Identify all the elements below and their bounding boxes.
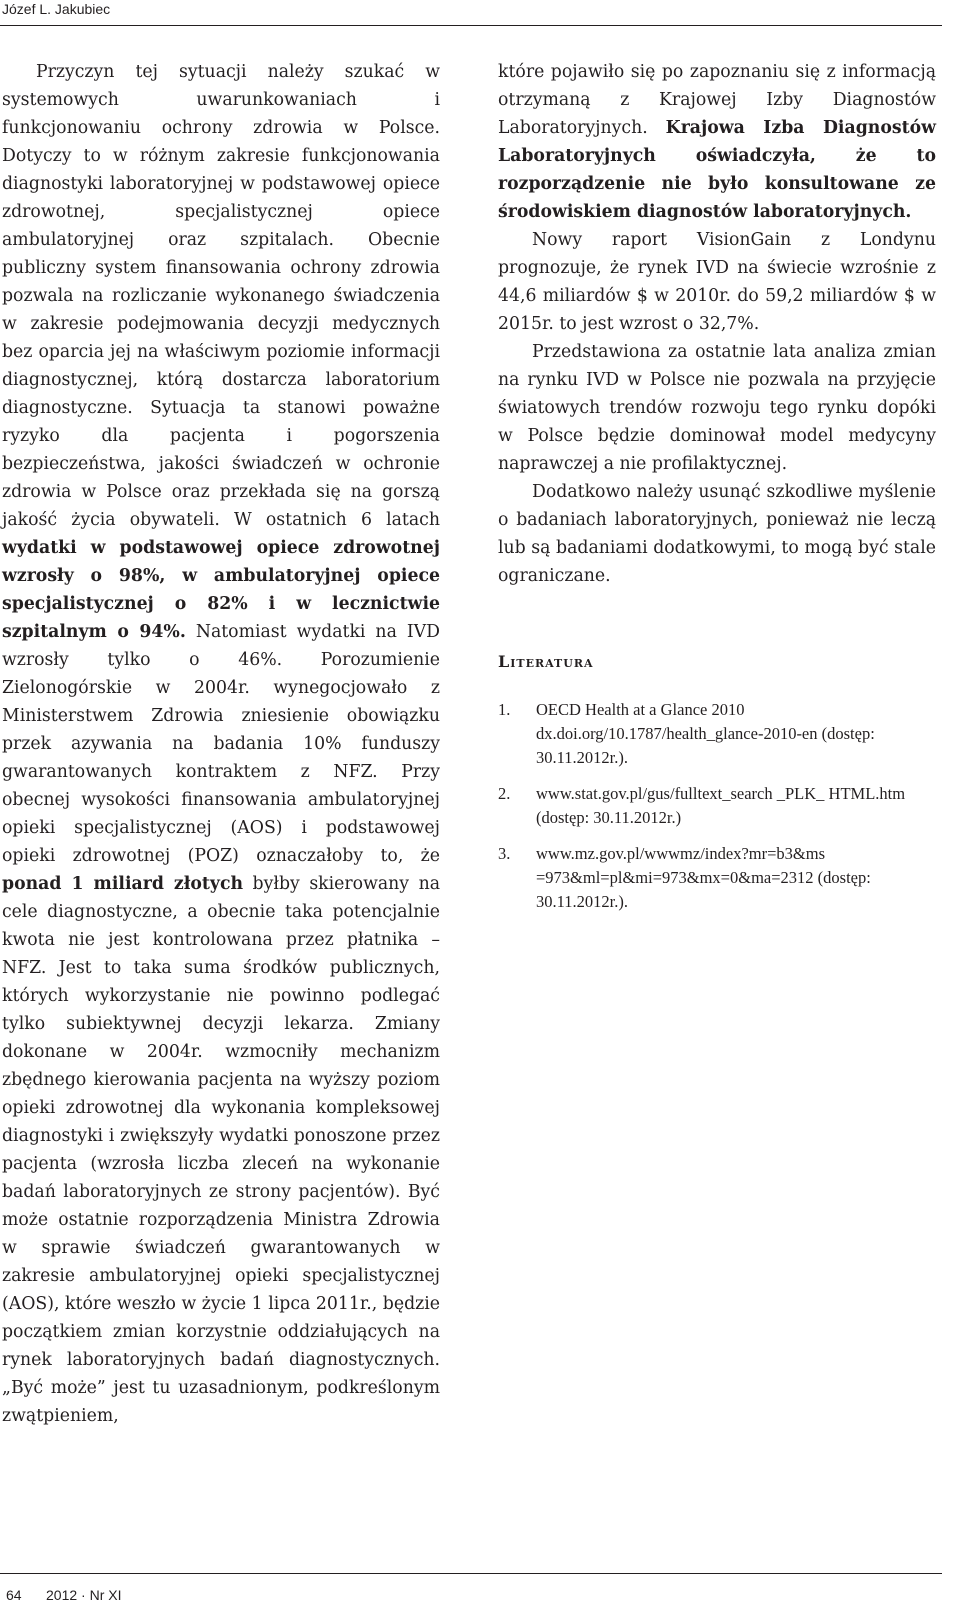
- issue-label: 2012 · Nr XI: [46, 1587, 122, 1603]
- left-paragraph: [2, 58, 440, 1430]
- reference-number: 3.: [498, 844, 511, 863]
- body-text: które pojawiło się po zapoznaniu się z informacją otrzymaną z Krajowej Izby Diagnostów Laboratoryjnych.: [498, 62, 936, 138]
- running-head: [0, 0, 942, 26]
- page-number: 64: [6, 1587, 22, 1603]
- right-paragraph-1: [498, 58, 936, 226]
- left-column: [2, 58, 440, 1430]
- right-column: [498, 58, 936, 926]
- reference-text: www.mz.gov.pl/wwwmz/index?mr=b3&ms =973&ml=pl&mi=973&mx=0&ma=2312 (dostęp: 30.11.2012r.).: [536, 844, 871, 911]
- right-paragraph-3: Przedstawiona za ostatnie lata analiza zmian na rynku IVD w Polsce nie pozwala na przyjęcie światowych trendów rozwoju tego rynku dopóki w Polsce będzie dominował model medycyny naprawczej a nie profilaktycznej.: [498, 342, 936, 474]
- author-name: Józef L. Jakubiec: [2, 1, 111, 17]
- reference-number: 2.: [498, 784, 511, 803]
- reference-list: [498, 698, 936, 914]
- bold-text: Krajowa Izba Diagnostów Laboratoryjnych oświadczyła, że to rozporządzenie nie było konsultowane ze środowiskiem diagnostów laboratoryjnych.: [498, 118, 936, 222]
- body-text: Natomiast wydatki na IVD wzrosły tylko o 46%. Porozumienie Zielonogórskie w 2004r. wynegocjowało z Ministerstwem Zdrowia zniesienie obowiązku przek azywania na badania 10% funduszy gwarantowanych kontraktem z NFZ. Przy obecnej wysokości finansowania ambulatoryjnej opieki specjalistycznej (AOS) i podstawowej opieki zdrowotnej (POZ) oznaczałoby to, że: [2, 622, 441, 866]
- reference-text: OECD Health at a Glance 2010 dx.doi.org/10.1787/health_glance-2010-en (dostęp: 30.11.2012r.).: [536, 700, 875, 767]
- body-text: Przyczyn tej sytuacji należy szukać w systemowych uwarunkowaniach i funkcjonowaniu ochrony zdrowia w Polsce. Dotyczy to w różnym zakresie funkcjonowania diagnostyki laboratoryjnej w podstawowej opiece zdrowotnej, specjalistycznej opiece ambulatoryjnej oraz szpitalach. Obecnie publiczny system finansowania ochrony zdrowia pozwala na rozliczanie wykonanego świadczenia w zakresie podejmowania decyzji medycznych bez oparcia jej na właściwym poziomie informacji diagnostycznej, którą dostarcza laboratorium diagnostyczne. Sytuacja ta stanowi poważne ryzyko dla pacjenta i pogorszenia bezpieczeństwa, jakości świadczeń w ochronie zdrowia w Polsce oraz przekłada się na gorszą jakość życia obywateli. W ostatnich 6 latach: [2, 62, 440, 530]
- reference-text: www.stat.gov.pl/gus/fulltext_search _PLK_ HTML.htm (dostęp: 30.11.2012r.): [536, 784, 906, 827]
- reference-number: 1.: [498, 700, 511, 719]
- page-footer: [0, 1573, 942, 1610]
- literature-heading: Literatura: [498, 652, 594, 671]
- bold-text: ponad 1 miliard złotych: [2, 874, 244, 894]
- right-paragraph-4: Dodatkowo należy usunąć szkodliwe myślenie o badaniach laboratoryjnych, ponieważ nie leczą lub są badaniami dodatkowymi, to mogą być stale ograniczane.: [498, 482, 936, 586]
- reference-item: [498, 782, 936, 830]
- bold-text: wydatki w podstawowej opiece zdrowotnej wzrosły o 98%, w ambulatoryjnej opiece specjalistycznej o 82% i w lecznictwie szpitalnym o 94%.: [2, 538, 440, 642]
- reference-item: [498, 698, 936, 770]
- reference-item: [498, 842, 936, 914]
- body-text: byłby skierowany na cele diagnostyczne, a obecnie taka potencjalnie kwota nie jest kontrolowana przez płatnika – NFZ. Jest to taka suma środków publicznych, których wykorzystanie nie powinno podlegać tylko subiektywnej decyzji lekarza. Zmiany dokonane w 2004r. wzmocniły mechanizm zbędnego kierowania pacjenta na wyższy poziom opieki zdrowotnej dla wykonania kompleksowej diagnostyki i zwiększyły wydatki ponoszone przez pacjenta (wzrosła liczba zleceń na wykonanie badań laboratoryjnych ze strony pacjentów). Być może ostatnie rozporządzenia Ministra Zdrowia w sprawie świadczeń gwarantowanych w zakresie ambulatoryjnej opieki specjalistycznej (AOS), które weszło w życie 1 lipca 2011r., będzie początkiem zmian korzystnie oddziałujących na rynek laboratoryjnych badań diagnostycznych. „Być może” jest tu uzasadnionym, podkreślonym zwątpieniem,: [2, 874, 440, 1426]
- right-paragraph-2: Nowy raport VisionGain z Londynu prognozuje, że rynek IVD na świecie wzrośnie z 44,6 miliardów $ w 2010r. do 59,2 miliardów $ w 2015r. to jest wzrost o 32,7%.: [498, 230, 936, 334]
